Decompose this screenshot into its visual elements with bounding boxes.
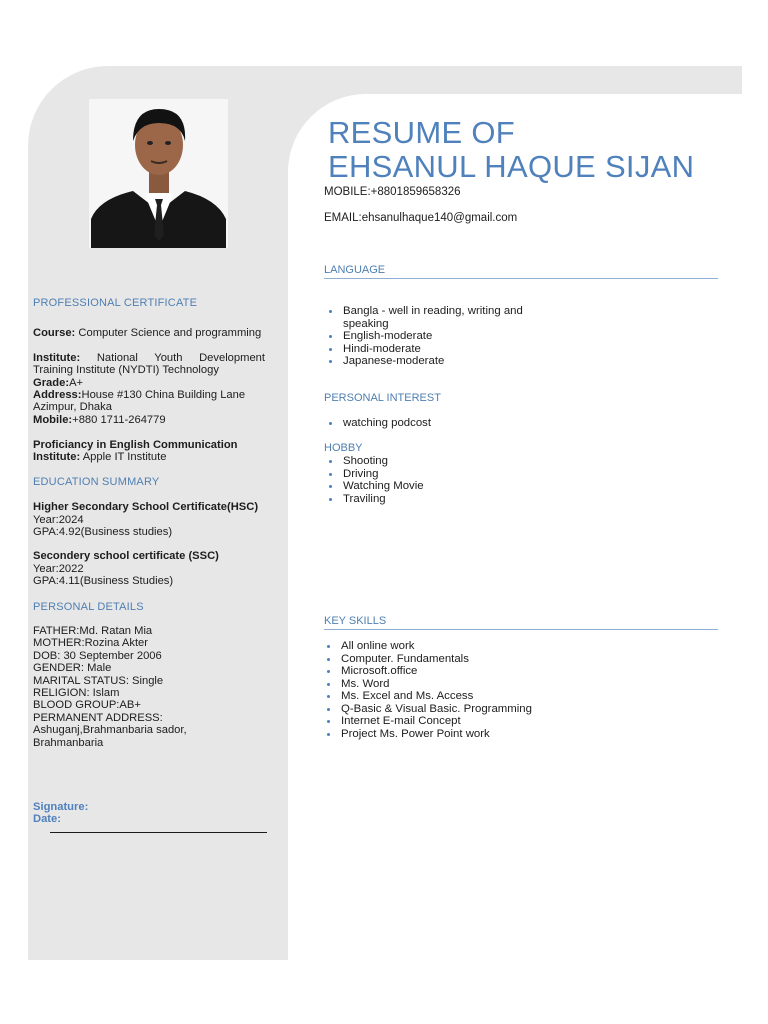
address-label: Address: [33, 389, 82, 401]
list-item: watching podcost [324, 417, 564, 430]
personal-detail-line: MOTHER:Rozina Akter [33, 637, 149, 650]
list-item: Microsoft.office [322, 665, 582, 678]
header-email: EMAIL:ehsanulhaque140@gmail.com [324, 212, 518, 224]
personal-detail-line: BLOOD GROUP:AB+ [33, 699, 141, 712]
list-item: Internet E-mail Concept [322, 715, 582, 728]
proficiency-title: Proficiancy in English Communication [33, 439, 238, 451]
list-item: Computer. Fundamentals [322, 653, 582, 666]
resume-title [328, 116, 694, 184]
course-value: Computer Science and programming [75, 327, 262, 339]
address-value: House #130 China Building Lane Azimpur, Dhaka [33, 389, 246, 414]
personal-detail-line: PERMANENT ADDRESS: [33, 711, 163, 724]
hsc-gpa: GPA:4.92(Business studies) [33, 526, 173, 538]
grade-value: A+ [69, 377, 84, 389]
list-item: Q-Basic & Visual Basic. Programming [322, 703, 582, 716]
ssc-title: Secondery school certificate (SSC) [33, 550, 219, 562]
personal-detail-line: MARITAL STATUS: Single [33, 674, 164, 687]
language-list [324, 305, 564, 368]
list-item: Watching Movie [324, 480, 564, 493]
personal-interest-heading: PERSONAL INTEREST [324, 392, 441, 404]
address-entry [33, 389, 265, 414]
list-item: Shooting [324, 455, 564, 468]
hobby-heading: HOBBY [324, 442, 363, 454]
signature-line [50, 832, 267, 833]
grade-entry [33, 377, 265, 389]
hsc-title: Higher Secondary School Certificate(HSC) [33, 501, 259, 513]
date-label: Date: [33, 813, 61, 825]
header-mobile: MOBILE:+8801859658326 [324, 186, 461, 198]
proficiency-institute-entry [33, 451, 265, 463]
personal-detail-line: RELIGION: Islam [33, 687, 120, 700]
institute-entry [33, 352, 265, 377]
education-heading: EDUCATION SUMMARY [33, 476, 160, 488]
personal-detail-line: Brahmanbaria [33, 736, 104, 749]
list-item: English-moderate [324, 330, 564, 343]
professional-certificate-heading: PROFESSIONAL CERTIFICATE [33, 297, 198, 309]
ssc-gpa: GPA:4.11(Business Studies) [33, 575, 174, 587]
title-line-1: RESUME OF [328, 115, 515, 150]
personal-details-heading: PERSONAL DETAILS [33, 601, 144, 613]
list-item: Project Ms. Power Point work [322, 728, 582, 741]
list-item: Hindi-moderate [324, 343, 564, 356]
personal-details-list [33, 625, 265, 749]
list-item: Japanese-moderate [324, 355, 564, 368]
list-item: Bangla - well in reading, writing and speaking [324, 305, 564, 330]
title-line-2: EHSANUL HAQUE SIJAN [328, 149, 695, 184]
course-entry [33, 327, 265, 339]
hobby-list [324, 455, 564, 505]
personal-detail-line: DOB: 30 September 2006 [33, 649, 162, 662]
proficiency-institute-value: Apple IT Institute [80, 451, 167, 463]
list-item: Traviling [324, 493, 564, 506]
hsc-year: Year:2024 [33, 514, 84, 526]
grade-label: Grade: [33, 377, 70, 389]
language-heading: LANGUAGE [324, 264, 718, 279]
list-item: Ms. Word [322, 678, 582, 691]
proficiency-institute-label: Institute: [33, 451, 81, 463]
key-skills-heading: KEY SKILLS [324, 615, 718, 630]
cert-mobile-value: +880 1711-264779 [72, 414, 166, 426]
main-panel [288, 94, 758, 1024]
course-label: Course: [33, 327, 76, 339]
personal-detail-line: FATHER:Md. Ratan Mia [33, 625, 153, 637]
personal-detail-line: Ashuganj,Brahmanbaria sador, [33, 724, 187, 737]
list-item: Driving [324, 468, 564, 481]
signature-label: Signature: [33, 801, 89, 813]
institute-value: National Youth Development Training Institute (NYDTI) Technology [33, 352, 265, 377]
personal-interest-list [324, 417, 564, 430]
institute-label: Institute: [33, 352, 81, 364]
cert-mobile-label: Mobile: [33, 414, 73, 426]
list-item: All online work [322, 640, 582, 653]
profile-photo [89, 99, 228, 248]
key-skills-list [322, 640, 582, 740]
list-item: Ms. Excel and Ms. Access [322, 690, 582, 703]
cert-mobile-entry [33, 414, 265, 426]
personal-detail-line: GENDER: Male [33, 662, 112, 675]
ssc-year: Year:2022 [33, 563, 84, 575]
